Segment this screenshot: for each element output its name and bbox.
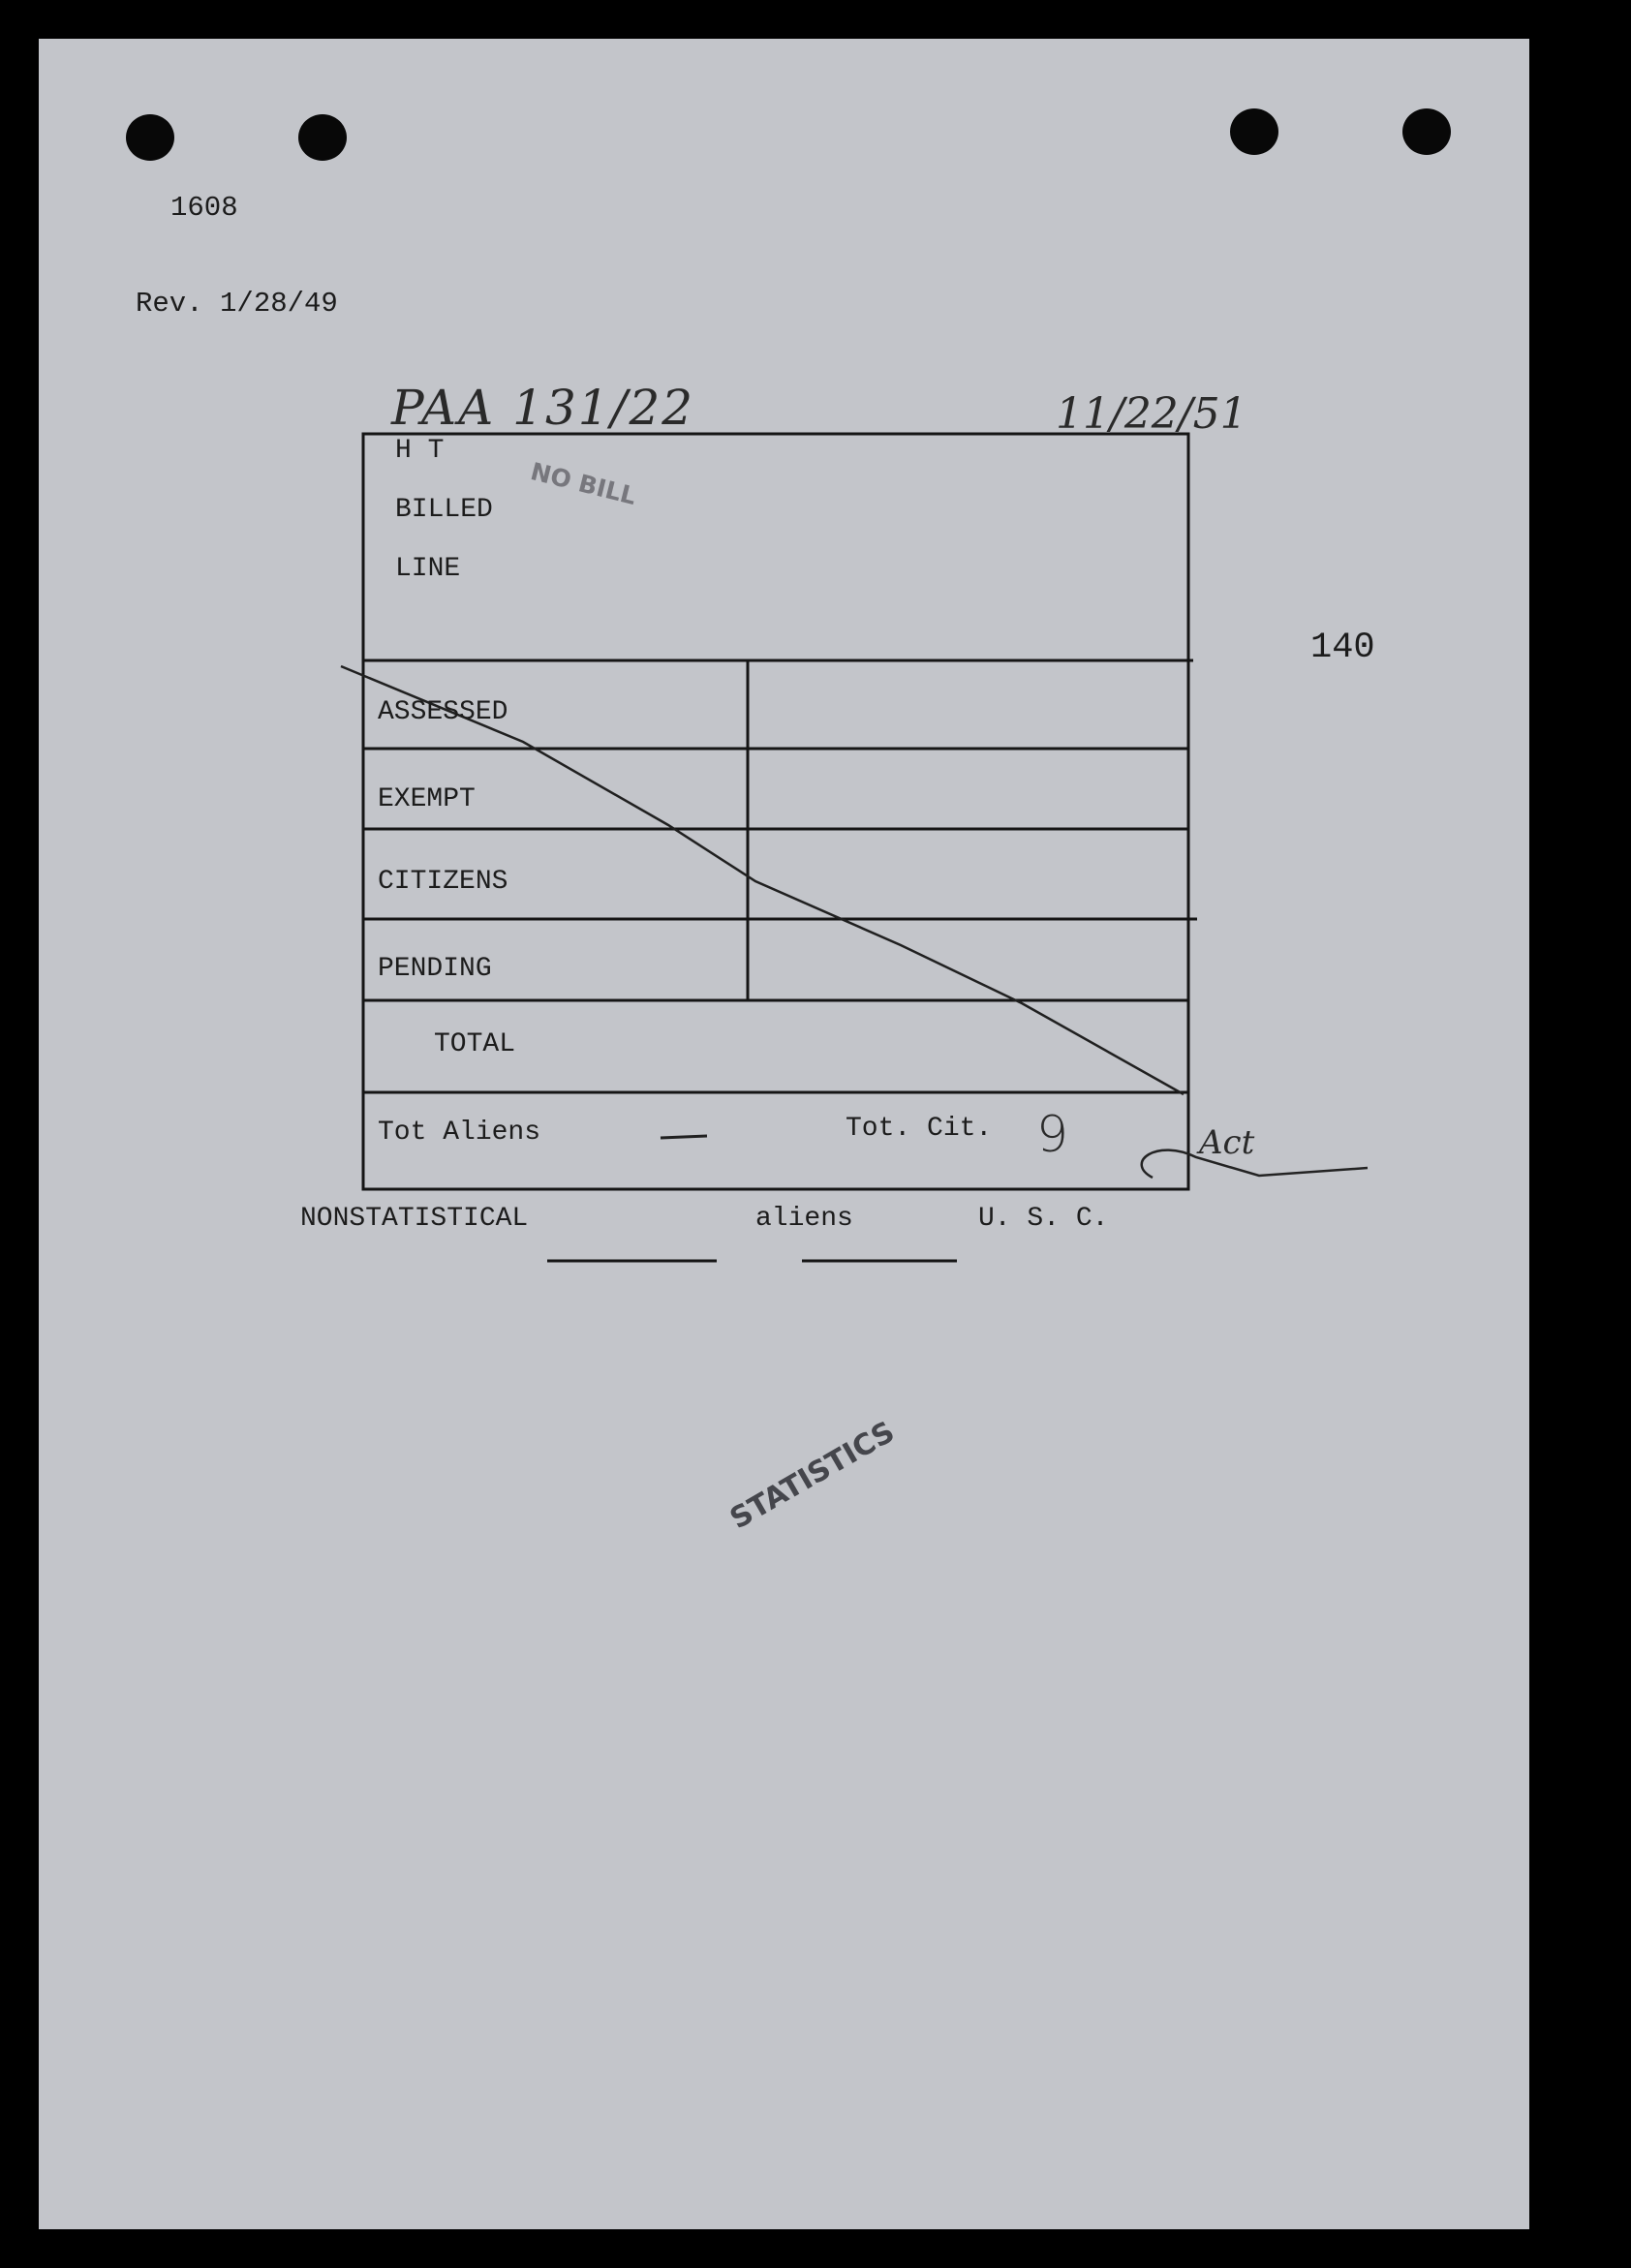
aliens-label: aliens xyxy=(755,1204,853,1234)
row-label-total: TOTAL xyxy=(434,1029,516,1059)
arrival-date: 11/22/51 xyxy=(1056,389,1247,439)
row-label-pending: PENDING xyxy=(378,954,492,984)
flight-code: PAA 131/22 xyxy=(391,380,695,436)
row-label-exempt: EXEMPT xyxy=(378,784,476,814)
row-label-citizens: CITIZENS xyxy=(378,867,508,897)
initials: Act xyxy=(1199,1123,1255,1162)
tot-aliens-label: Tot Aliens xyxy=(378,1118,541,1148)
form-number: 1608 xyxy=(170,192,238,224)
tot-cit-label: Tot. Cit. xyxy=(846,1114,993,1144)
label-ht: H T xyxy=(395,436,445,466)
tot-cit-value: 9 xyxy=(1036,1106,1069,1164)
usc-label: U. S. C. xyxy=(978,1204,1109,1234)
label-line: LINE xyxy=(395,554,461,584)
form-revision: Rev. 1/28/49 xyxy=(136,288,338,320)
nonstatistical-label: NONSTATISTICAL xyxy=(300,1204,529,1234)
row-label-assessed: ASSESSED xyxy=(378,697,508,727)
statistics-stamp: STATISTICS xyxy=(724,1415,901,1537)
page-number: 140 xyxy=(1310,628,1375,668)
label-billed: BILLED xyxy=(395,495,493,525)
initials-underline xyxy=(1142,1150,1368,1178)
tot-aliens-value xyxy=(664,1118,681,1148)
no-bill-stamp: NO BILL xyxy=(527,457,639,511)
